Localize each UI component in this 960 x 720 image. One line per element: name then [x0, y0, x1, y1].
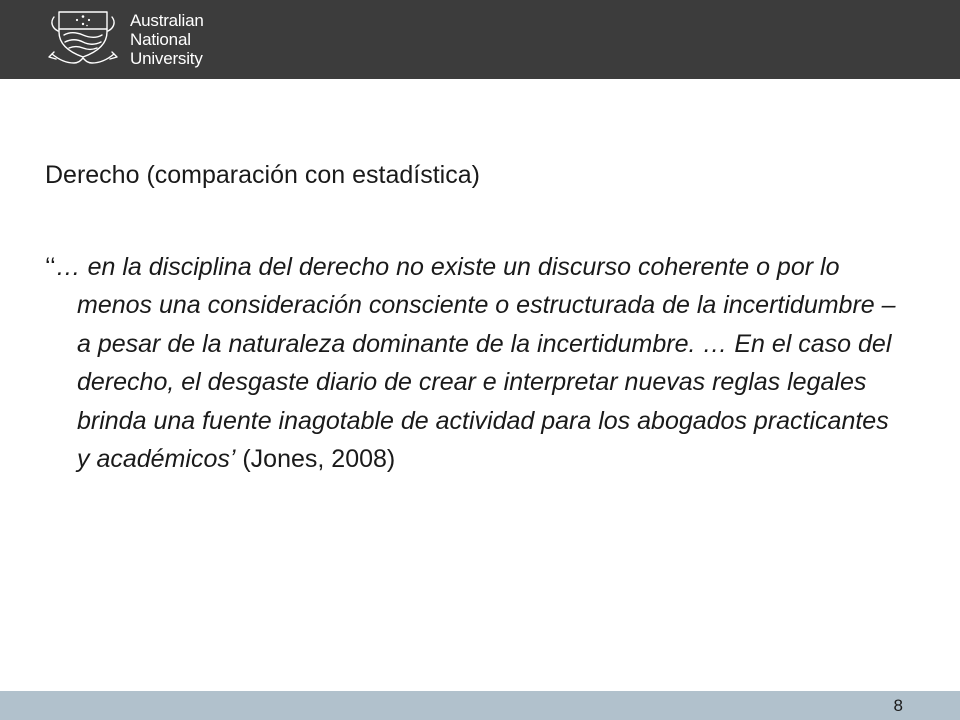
logo-line-university: University — [130, 48, 203, 68]
quote-paragraph — [45, 248, 907, 478]
quote-citation: (Jones, 2008) — [242, 445, 396, 474]
header-bar — [0, 0, 960, 79]
logo-wordmark — [130, 11, 204, 68]
quote-open-mark: ‘‘ — [45, 253, 56, 281]
page-number: 8 — [893, 696, 903, 715]
logo-line-australian: Australian — [130, 10, 204, 30]
quote-text: … en la disciplina del derecho no existe un discurso coherente o por lo menos una consideración consciente o estructurada de la incertidumbre – a pesar de la naturaleza dominante de la incertidumbre. … En el caso del derecho, el desgaste diario de crear e interpretar nuevas reglas legales brinda una fuente inagotable de actividad para los abogados practicantes y académicos’ — [55, 253, 896, 474]
anu-crest-icon — [44, 8, 122, 70]
logo-line-national: National — [130, 29, 191, 49]
anu-logo[interactable] — [44, 8, 204, 70]
footer-bar — [0, 691, 960, 720]
slide-heading: Derecho (comparación con estadística) — [45, 161, 480, 189]
